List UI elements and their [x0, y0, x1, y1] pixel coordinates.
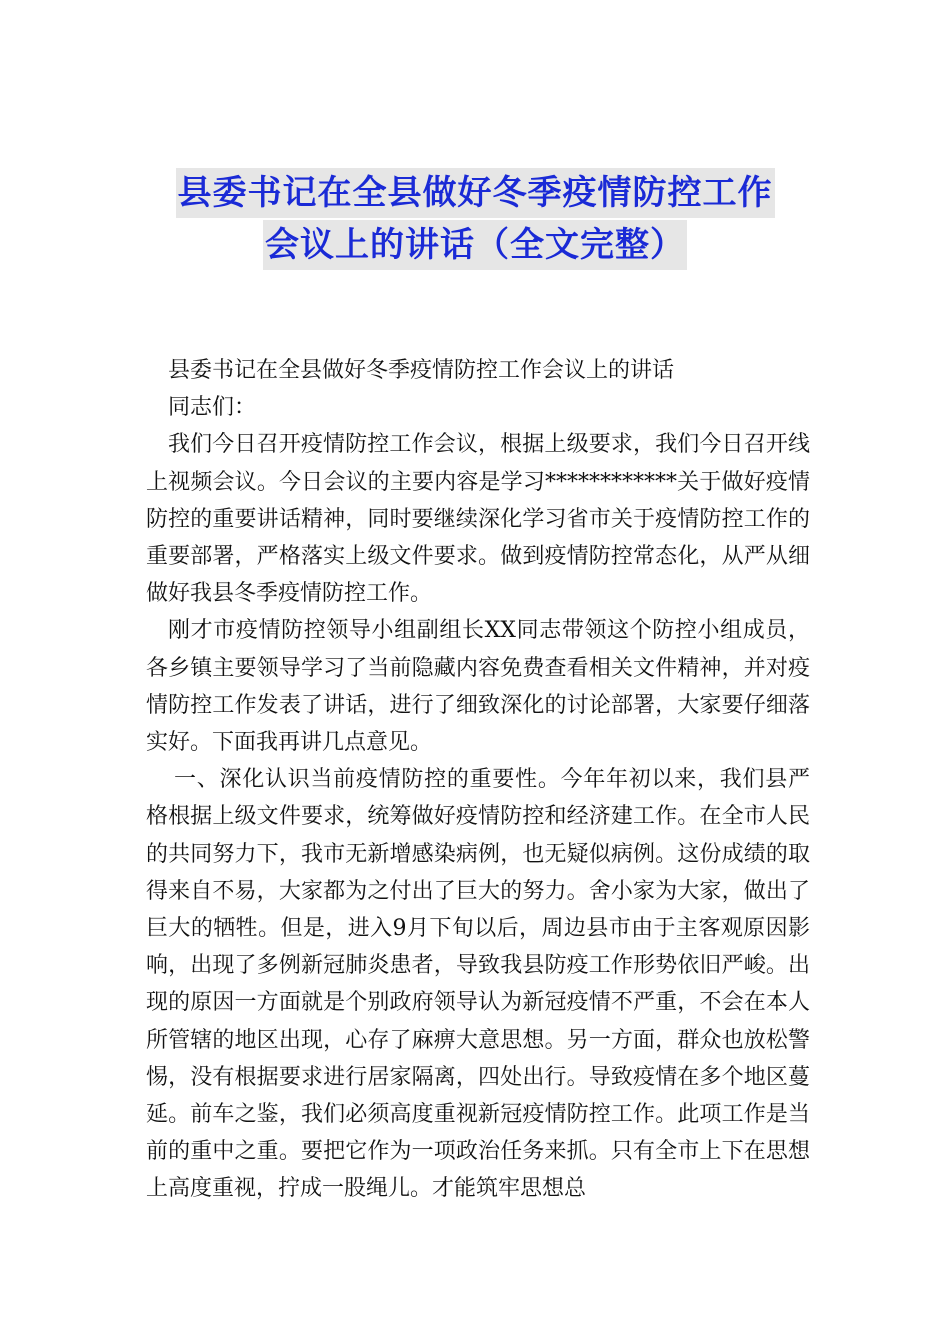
title-line-2: 会议上的讲话（全文完整） [263, 220, 687, 270]
title-line-1: 县委书记在全县做好冬季疫情防控工作 [176, 168, 775, 218]
speech-heading: 县委书记在全县做好冬季疫情防控工作会议上的讲话 [168, 358, 675, 383]
document-title [0, 168, 950, 272]
paragraph-meeting-summary: 刚才市疫情防控领导小组副组长XX同志带领这个防控小组成员，各乡镇主要领导学习了当前隐藏内容免费查看相关文件精神，并对疫情防控工作发表了讲话，进行了细致深化的讨论部署，大家要仔细落实好。下面我再讲几点意见。 [146, 618, 810, 756]
paragraph-section-one: 一、深化认识当前疫情防控的重要性。今年年初以来，我们县严格根据上级文件要求，统筹做好疫情防控和经济建工作。在全市人民的共同努力下，我市无新增感染病例，也无疑似病例。这份成绩的取得来自不易，大家都为之付出了巨大的努力。舍小家为大家，做出了巨大的牺牲。但是，进入9月下旬以后，周边县市由于主客观原因影响，出现了多例新冠肺炎患者，导致我县防疫工作形势依旧严峻。出现的原因一方面就是个别政府领导认为新冠疫情不严重，不会在本人所管辖的地区出现，心存了麻痹大意思想。另一方面，群众也放松警惕，没有根据要求进行居家隔离，四处出行。导致疫情在多个地区蔓延。前车之鉴，我们必须高度重视新冠疫情防控工作。此项工作是当前的重中之重。要把它作为一项政治任务来抓。只有全市上下在思想上高度重视，拧成一股绳儿。才能筑牢思想总 [146, 767, 810, 1202]
salutation: 同志们： [168, 395, 257, 421]
paragraph-intro: 我们今日召开疫情防控工作会议，根据上级要求，我们今日召开线上视频会议。今日会议的主要内容是学习************关于做好疫情防控的重要讲话精神，同时要继续深化学习省市关于疫情防控工作的重要部署，严格落实上级文件要求。做到疫情防控常态化，从严从细做好我县冬季疫情防控工作。 [146, 432, 810, 607]
document-body [146, 352, 810, 1208]
